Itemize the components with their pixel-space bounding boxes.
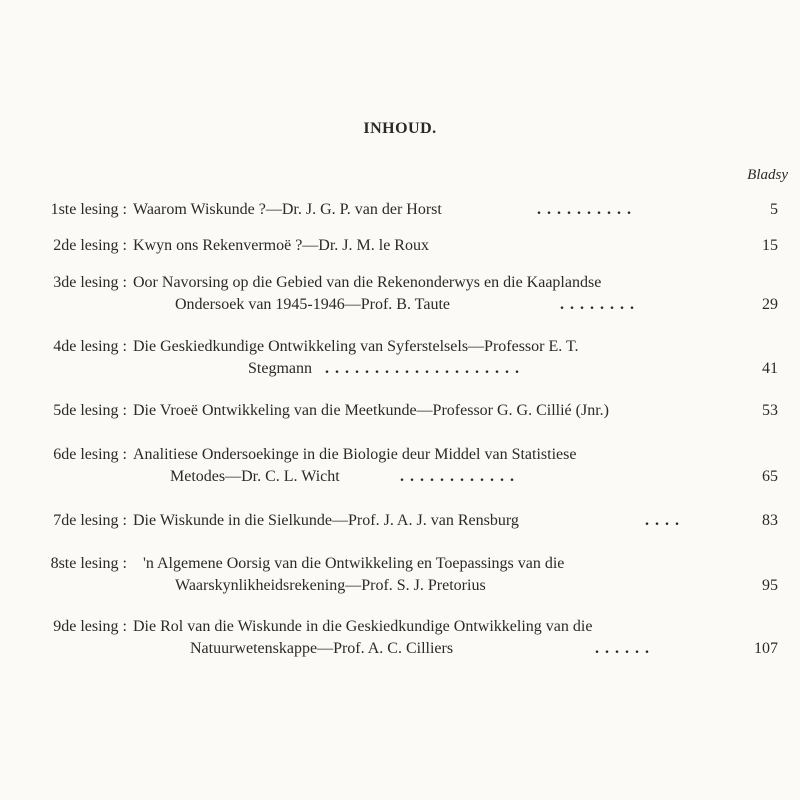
page-number: 95 [762,577,778,594]
entry-title: Oor Navorsing op die Gebied van die Rekenonderwys en die Kaaplandse [133,274,602,291]
entry-title: 'n Algemene Oorsig van die Ontwikkeling en Toepassings van die [143,555,565,572]
page-number: 53 [762,402,778,419]
dot-leader: . . . . . . . . . . . . . . . . . . . . [325,360,520,377]
entry-title: Analitiese Ondersoekinge in die Biologie deur Middel van Statistiese [133,446,577,463]
lecture-label: 6de lesing : [53,446,127,463]
page-number: 65 [762,468,778,485]
entry-title-continued: Waarskynlikheidsrekening—Prof. S. J. Pretorius [175,577,486,594]
dot-leader: . . . . . . . . . . [537,201,632,218]
page-number: 15 [762,237,778,254]
lecture-label: 2de lesing : [53,237,127,254]
page-number: 5 [770,201,778,218]
dot-leader: . . . . [645,512,680,529]
entry-title-continued: Metodes—Dr. C. L. Wicht [170,468,340,485]
lecture-label: 8ste lesing : [50,555,127,572]
page-number: 83 [762,512,778,529]
entry-title: Die Wiskunde in die Sielkunde—Prof. J. A. J. van Rensburg [133,512,519,529]
page-title: INHOUD. [363,120,437,137]
page-column-header: Bladsy [747,167,788,183]
page-number: 41 [762,360,778,377]
entry-title: Die Rol van die Wiskunde in die Geskiedkundige Ontwikkeling van die [133,618,593,635]
lecture-label: 5de lesing : [53,402,127,419]
lecture-label: 3de lesing : [53,274,127,291]
entry-title: Kwyn ons Rekenvermoë ?—Dr. J. M. le Roux [133,237,429,254]
entry-title-continued: Ondersoek van 1945-1946—Prof. B. Taute [175,296,450,313]
lecture-label: 1ste lesing : [50,201,127,218]
entry-title-continued: Stegmann [248,360,312,377]
dot-leader: . . . . . . . . . . . . [400,468,515,485]
dot-leader: . . . . . . . . [560,296,635,313]
dot-leader: . . . . . . [595,640,650,657]
page-number: 29 [762,296,778,313]
lecture-label: 9de lesing : [53,618,127,635]
entry-title: Die Geskiedkundige Ontwikkeling van Syferstelsels—Professor E. T. [133,338,579,355]
page-number: 107 [754,640,778,657]
lecture-label: 4de lesing : [53,338,127,355]
entry-title: Die Vroeë Ontwikkeling van die Meetkunde—Professor G. G. Cillié (Jnr.) [133,402,609,419]
lecture-label: 7de lesing : [53,512,127,529]
entry-title-continued: Natuurwetenskappe—Prof. A. C. Cilliers [190,640,454,657]
entry-title: Waarom Wiskunde ?—Dr. J. G. P. van der Horst [133,201,442,218]
